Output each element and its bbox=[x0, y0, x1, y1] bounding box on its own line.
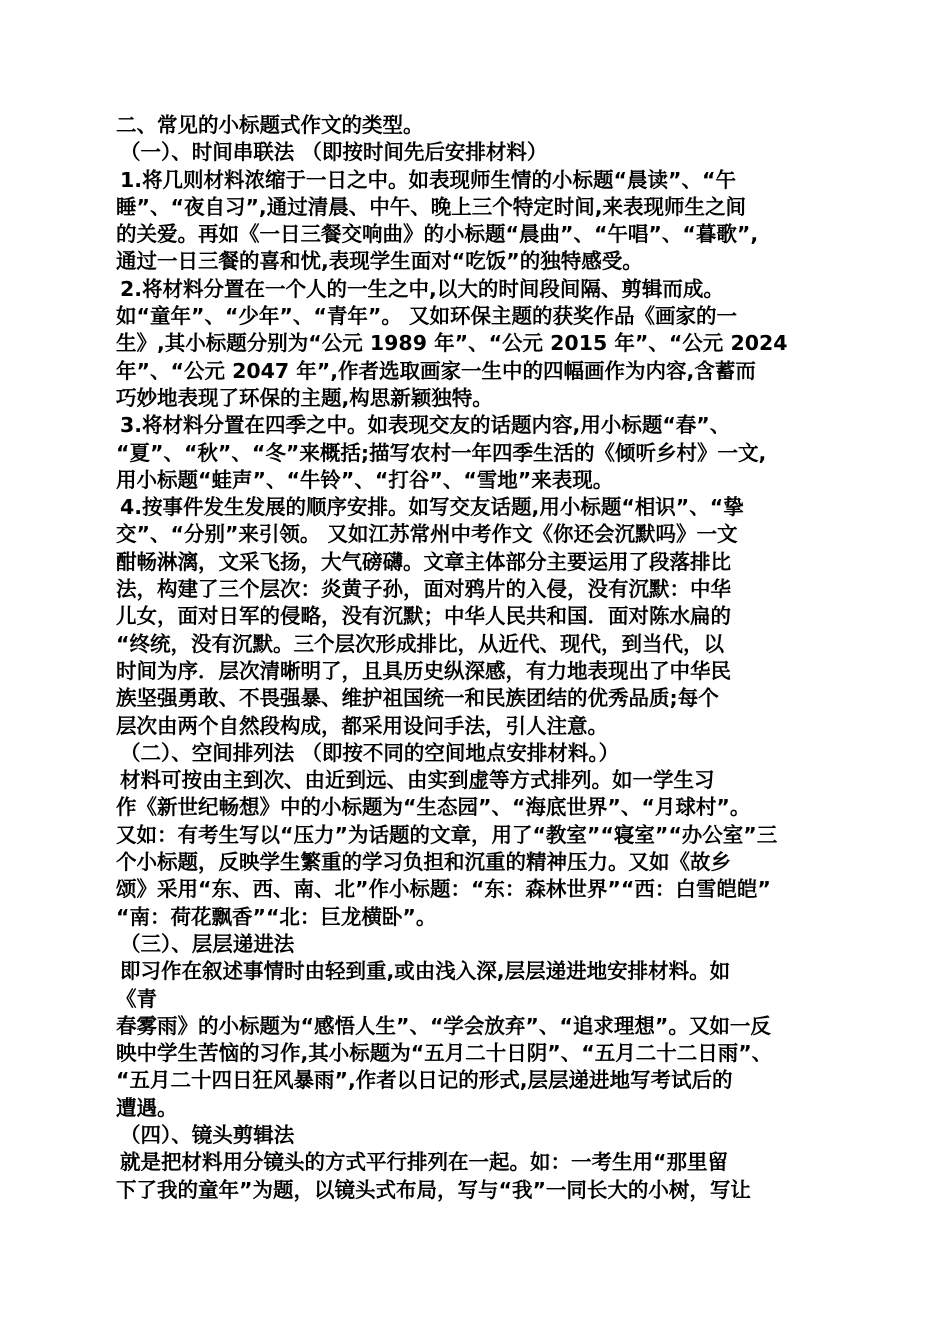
text-line: 时间为序．层次清晰明了，且具历史纵深感，有力地表现出了中华民 bbox=[116, 658, 731, 683]
text-line: 颂》采用“东、西、南、北”作小标题：“东：森林世界”“西：白雪皑皑” bbox=[116, 877, 771, 902]
text-line: 4.按事件发生发展的顺序安排。如写交友话题,用小标题“相识”、“挚 bbox=[120, 495, 744, 520]
document-body bbox=[116, 112, 842, 1204]
text-line: 交”、“分别”来引领。 又如江苏常州中考作文《你还会沉默吗》一文 bbox=[116, 522, 738, 547]
text-line: 法，构建了三个层次：炎黄子孙，面对鸦片的入侵，没有沉默：中华 bbox=[116, 577, 731, 602]
text-line: 映中学生苦恼的习作,其小标题为“五月二十日阴”、“五月二十二日雨”、 bbox=[116, 1041, 773, 1066]
text-line: 个小标题，反映学生繁重的学习负担和沉重的精神压力。又如《故乡 bbox=[116, 850, 731, 875]
text-line: 又如：有考生写以“压力”为话题的文章，用了“教室”“寝室”“办公室”三 bbox=[116, 822, 778, 847]
text-line: 年”、“公元 2047 年”,作者选取画家一生中的四幅画作为内容,含蓄而 bbox=[116, 358, 756, 383]
text-line: 的关爱。再如《一日三餐交响曲》的小标题“晨曲”、“午唱”、“暮歌”, bbox=[116, 222, 759, 247]
subsection-heading: （二）、空间排列法 （即按不同的空间地点安排材料。） bbox=[120, 740, 620, 765]
text-line: 睡”、“夜自习”,通过清晨、中午、晚上三个特定时间,来表现师生之间 bbox=[116, 194, 746, 219]
text-line: 如“童年”、“少年”、“青年”。 又如环保主题的获奖作品《画家的一 bbox=[116, 304, 737, 329]
text-line: “夏”、“秋”、“冬”来概括;描写农村一年四季生活的《倾听乡村》一文, bbox=[116, 440, 767, 465]
subsection-heading: （一）、时间串联法 （即按时间先后安排材料） bbox=[120, 140, 548, 165]
subsection-heading: （四）、镜头剪辑法 bbox=[120, 1122, 295, 1147]
text-line: 作《新世纪畅想》中的小标题为“生态园”、“海底世界”、“月球村”。 bbox=[116, 795, 751, 820]
text-line: 儿女，面对日军的侵略，没有沉默；中华人民共和国．面对陈水扁的 bbox=[116, 604, 731, 629]
text-line: 遭遇。 bbox=[116, 1095, 178, 1120]
text-line: 下了我的童年”为题，以镜头式布局，写与“我”一同长大的小树，写让 bbox=[116, 1177, 751, 1202]
text-line: 层次由两个自然段构成，都采用设问手法，引人注意。 bbox=[116, 713, 608, 738]
text-line: 通过一日三餐的喜和忧,表现学生面对“吃饭”的独特感受。 bbox=[116, 249, 643, 274]
text-line: 酣畅淋漓，文采飞扬，大气磅礴。文章主体部分主要运用了段落排比 bbox=[116, 549, 731, 574]
text-line: 巧妙地表现了环保的主题,构思新颖独特。 bbox=[116, 385, 493, 410]
text-line: 用小标题“蛙声”、“牛铃”、“打谷”、“雪地”来表现。 bbox=[116, 467, 614, 492]
text-line: 3.将材料分置在四季之中。如表现交友的话题内容,用小标题“春”、 bbox=[120, 413, 731, 438]
subsection-heading: （三）、层层递进法 bbox=[120, 931, 295, 956]
text-line: 春雾雨》的小标题为“感悟人生”、“学会放弃”、“追求理想”。又如一反 bbox=[116, 1013, 771, 1038]
text-line: 就是把材料用分镜头的方式平行排列在一起。如：一考生用“那里留 bbox=[120, 1150, 728, 1175]
text-line: 《青 bbox=[116, 986, 157, 1011]
text-line: 1.将几则材料浓缩于一日之中。如表现师生情的小标题“晨读”、“午 bbox=[120, 167, 736, 192]
text-line: “五月二十四日狂风暴雨”,作者以日记的形式,层层递进地写考试后的 bbox=[116, 1068, 733, 1093]
text-line: 生》,其小标题分别为“公元 1989 年”、“公元 2015 年”、“公元 2024 bbox=[116, 331, 788, 356]
text-line: 材料可按由主到次、由近到远、由实到虚等方式排列。如一学生习 bbox=[120, 768, 715, 793]
text-line: 2.将材料分置在一个人的一生之中,以大的时间段间隔、剪辑而成。 bbox=[120, 276, 724, 301]
text-line: “南：荷花飘香”“北：巨龙横卧”。 bbox=[116, 904, 437, 929]
text-line: “终统，没有沉默。三个层次形成排比，从近代、现代，到当代，以 bbox=[116, 631, 724, 656]
text-line: 族坚强勇敢、不畏强暴、维护祖国统一和民族团结的优秀品质;每个 bbox=[116, 686, 719, 711]
text-line: 即习作在叙述事情时由轻到重,或由浅入深,层层递进地安排材料。如 bbox=[120, 959, 731, 984]
section-heading: 二、常见的小标题式作文的类型。 bbox=[116, 113, 424, 137]
